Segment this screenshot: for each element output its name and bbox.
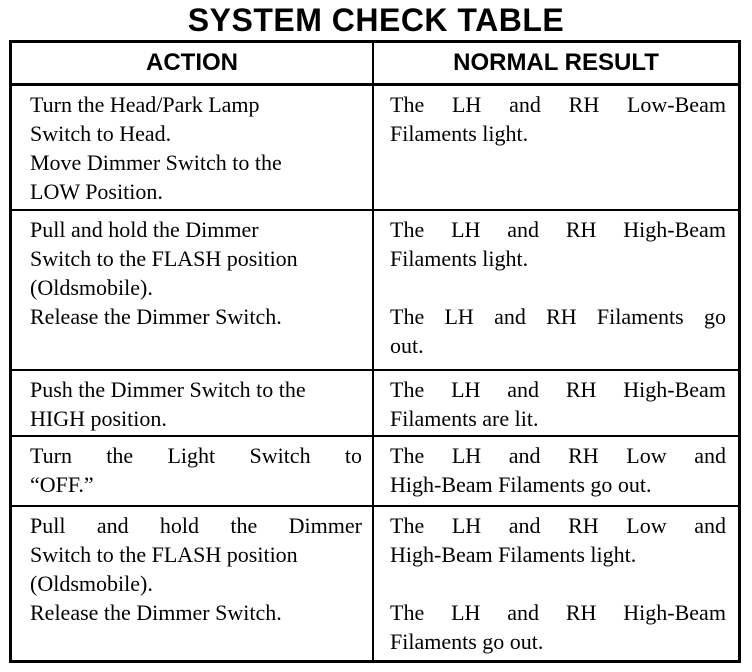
- word: and: [507, 217, 540, 242]
- row-5-result-line: [390, 511, 726, 540]
- row-3-action-line: Push the Dimmer Switch to the: [30, 377, 306, 402]
- word: Switch: [249, 443, 311, 468]
- word: Dimmer: [288, 513, 362, 538]
- word: the: [230, 513, 258, 538]
- row-4-action-line: “OFF.”: [30, 472, 94, 497]
- word: Low: [626, 443, 667, 468]
- row-3-result-line: Filaments are lit.: [390, 406, 539, 431]
- word: LH: [451, 443, 482, 468]
- row-4-result-line: High-Beam Filaments go out.: [390, 472, 652, 497]
- word: Light: [167, 443, 216, 468]
- word: and: [694, 443, 726, 468]
- word: Turn: [30, 443, 72, 468]
- word: and: [96, 513, 129, 538]
- row-3-result-line: [390, 375, 726, 404]
- word: LH: [451, 513, 482, 538]
- word: and: [694, 513, 726, 538]
- header-normal-result: NORMAL RESULT: [374, 43, 738, 86]
- row-5-action-line: Release the Dimmer Switch.: [30, 600, 282, 625]
- word: and: [507, 377, 540, 402]
- paragraph-gap: [390, 569, 726, 598]
- row-5-action: [12, 507, 374, 660]
- row-4-action-line: [30, 441, 362, 470]
- row-2-result-line: out.: [390, 333, 424, 358]
- row-5-result: [374, 507, 738, 660]
- word: High-Beam: [623, 377, 726, 402]
- row-5-action-line: [30, 511, 362, 540]
- row-2-action: [12, 211, 374, 371]
- word: LH: [444, 304, 474, 329]
- word: The: [390, 92, 425, 117]
- row-2-result-line: [390, 215, 726, 244]
- row-5-action-line: Switch to the FLASH position: [30, 542, 298, 567]
- word: and: [507, 600, 540, 625]
- row-1-action-line: Turn the Head/Park Lamp: [30, 92, 260, 117]
- row-1-action: [12, 86, 374, 211]
- row-2-action-line: Release the Dimmer Switch.: [30, 304, 282, 329]
- word: and: [508, 443, 541, 468]
- word: Filaments: [596, 304, 684, 329]
- word: The: [390, 443, 425, 468]
- word: hold: [159, 513, 200, 538]
- word: Low: [626, 513, 667, 538]
- row-2-result: [374, 211, 738, 371]
- header-action: ACTION: [12, 43, 374, 86]
- word: LH: [451, 377, 481, 402]
- word: The: [390, 600, 425, 625]
- row-1-action-line: Switch to Head.: [30, 121, 172, 146]
- system-check-table: [9, 40, 741, 663]
- row-3-action: [12, 371, 374, 437]
- word: LH: [451, 600, 481, 625]
- word: Pull: [30, 513, 66, 538]
- row-3-action-line: HIGH position.: [30, 406, 167, 431]
- word: RH: [565, 600, 597, 625]
- row-4-result: [374, 437, 738, 507]
- row-5-result-line: [390, 598, 726, 627]
- row-5-action-line: (Oldsmobile).: [30, 571, 153, 596]
- word: The: [390, 217, 425, 242]
- row-2-action-line: Switch to the FLASH position: [30, 246, 298, 271]
- word: go: [703, 304, 726, 329]
- row-2-result-line: Filaments light.: [390, 246, 529, 271]
- word: The: [390, 304, 425, 329]
- row-2-result-line: [390, 302, 726, 331]
- page-title: SYSTEM CHECK TABLE: [187, 2, 565, 38]
- word: RH: [565, 377, 597, 402]
- row-1-result-line: Filaments light.: [390, 121, 529, 146]
- row-4-action: [12, 437, 374, 507]
- word: RH: [546, 304, 577, 329]
- row-4-result-line: [390, 441, 726, 470]
- word: High-Beam: [623, 600, 726, 625]
- word: to: [344, 443, 362, 468]
- word: The: [390, 513, 425, 538]
- word: Low-Beam: [626, 92, 726, 117]
- word: and: [494, 304, 526, 329]
- word: LH: [451, 217, 481, 242]
- row-1-result-line: [390, 90, 726, 119]
- word: and: [509, 92, 541, 117]
- row-2-action-line: (Oldsmobile).: [30, 275, 153, 300]
- row-1-result: [374, 86, 738, 211]
- row-3-result: [374, 371, 738, 437]
- word: RH: [568, 92, 600, 117]
- row-1-action-line: LOW Position.: [30, 179, 163, 204]
- row-2-action-line: Pull and hold the Dimmer: [30, 217, 259, 242]
- word: RH: [568, 513, 599, 538]
- word: High-Beam: [623, 217, 726, 242]
- row-1-action-line: Move Dimmer Switch to the: [30, 150, 282, 175]
- word: the: [106, 443, 134, 468]
- word: RH: [568, 443, 599, 468]
- paragraph-gap: [390, 273, 726, 302]
- row-5-result-line: Filaments go out.: [390, 629, 544, 654]
- word: RH: [565, 217, 597, 242]
- word: LH: [451, 92, 482, 117]
- word: The: [390, 377, 425, 402]
- row-5-result-line: High-Beam Filaments light.: [390, 542, 637, 567]
- word: and: [508, 513, 541, 538]
